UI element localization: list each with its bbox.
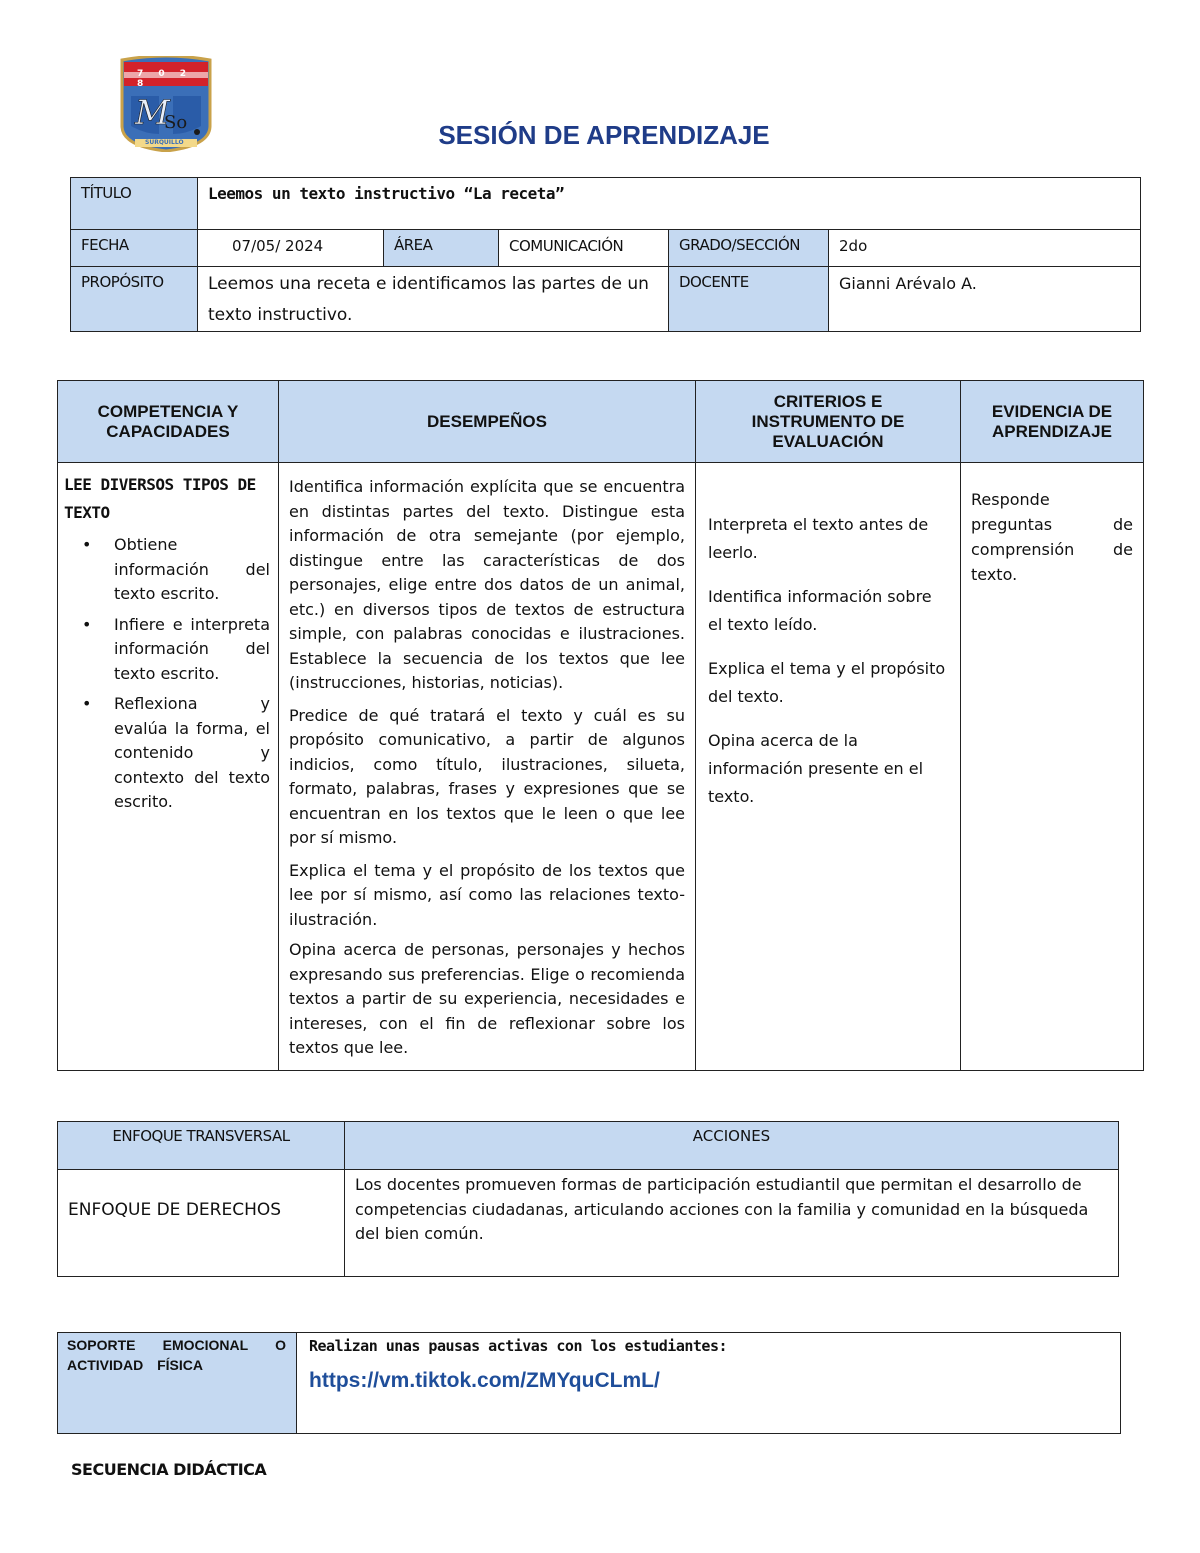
competencias-table xyxy=(57,380,1144,1071)
capacidad-text: Reflexiona y evalúa la forma, el contenido y contexto del texto escrito. xyxy=(114,694,270,811)
criterios-cell xyxy=(696,463,961,1071)
soporte-label: SOPORTE EMOCIONAL O ACTIVIDAD FÍSICA xyxy=(58,1333,297,1434)
criterio-text: Opina acerca de la información presente en el texto. xyxy=(708,731,924,806)
header-desempenos: DESEMPEÑOS xyxy=(279,381,696,463)
desempenos-cell xyxy=(279,463,696,1071)
desempeno-text: Opina acerca de personas, personajes y hechos expresando sus preferencias. Elige o recomienda textos a partir de su experiencia, necesidades e intereses, con el fin de reflexionar sobre los textos que lee. xyxy=(289,940,685,1057)
desempeno-text: Identifica información explícita que se encuentra en distintas partes del texto. Distingue esta información de otra semejante (por ejemplo, distingue entre las características de dos personajes, elige entre dos datos de un animal, etc.) en diversos tipos de textos de estructura simple, con palabras conocidas e ilustraciones. Establece la secuencia de los textos que lee (instrucciones, historias, noticias). xyxy=(289,477,685,692)
evidencia-cell xyxy=(961,463,1144,1071)
soporte-intro: Realizan unas pausas activas con los estudiantes: xyxy=(309,1337,728,1355)
criterio-text: Identifica información sobre el texto leído. xyxy=(708,587,932,634)
desempeno-text: Predice de qué tratará el texto y cuál es su propósito comunicativo, a partir de algunos indicios, como título, ilustraciones, silueta, formato, palabras, frases y expresiones que se encuentran en los textos que le leen o que lee por sí mismo. xyxy=(289,705,685,847)
tiktok-link[interactable]: https://vm.tiktok.com/ZMYquCLmL/ xyxy=(309,1369,660,1392)
fecha-label: FECHA xyxy=(71,230,198,267)
list-item: • Reflexiona y evalúa la forma, el contenido y contexto del texto escrito. xyxy=(82,694,270,811)
desempeno-text: Explica el tema y el propósito de los textos que lee por sí mismo, así como las relaciones texto-ilustración. xyxy=(289,860,685,929)
docente-label: DOCENTE xyxy=(669,267,829,332)
competencia-title: LEE DIVERSOS TIPOS DE TEXTO xyxy=(64,475,256,522)
soporte-content xyxy=(297,1333,1121,1434)
titulo-label: TÍTULO xyxy=(71,178,198,230)
school-logo xyxy=(119,56,213,152)
header-competencia: COMPETENCIA Y CAPACIDADES xyxy=(58,381,279,463)
enfoque-header-right: ACCIONES xyxy=(345,1122,1119,1170)
enfoque-header-left: ENFOQUE TRANSVERSAL xyxy=(58,1122,345,1170)
secuencia-heading: SECUENCIA DIDÁCTICA xyxy=(71,1460,267,1479)
proposito-value: Leemos una receta e identificamos las partes de un texto instructivo. xyxy=(198,267,669,332)
competencia-cell xyxy=(58,463,279,1071)
titulo-value xyxy=(198,178,1141,230)
proposito-label: PROPÓSITO xyxy=(71,267,198,332)
capacidad-text: Obtiene información del texto escrito. xyxy=(114,535,270,603)
titulo-text: Leemos un texto instructivo “La receta” xyxy=(208,184,565,203)
header-criterios: CRITERIOS E INSTRUMENTO DE EVALUACIÓN xyxy=(696,381,961,463)
enfoque-table xyxy=(57,1121,1119,1277)
logo-digits: 7 0 2 8 xyxy=(137,69,193,89)
page-title: SESIÓN DE APRENDIZAJE xyxy=(438,120,770,150)
grado-value: 2do xyxy=(829,230,1141,267)
area-value: COMUNICACIÓN xyxy=(499,230,669,267)
logo-subtitle: SURQUILLO xyxy=(145,139,184,146)
header-evidencia: EVIDENCIA DE APRENDIZAJE xyxy=(961,381,1144,463)
enfoque-name: ENFOQUE DE DERECHOS xyxy=(58,1170,345,1277)
session-info-table xyxy=(70,177,1141,332)
evidencia-text: Responde preguntas de comprensión de texto. xyxy=(971,490,1133,584)
capacidades-list xyxy=(58,533,270,815)
capacidad-text: Infiere e interpreta información del texto escrito. xyxy=(114,614,270,683)
svg-text:M: M xyxy=(135,93,170,133)
list-item: • Obtiene información del texto escrito. xyxy=(82,535,270,603)
grado-label: GRADO/SECCIÓN xyxy=(669,230,829,267)
criterio-text: Explica el tema y el propósito del texto. xyxy=(708,659,946,706)
docente-value: Gianni Arévalo A. xyxy=(829,267,1141,332)
area-label: ÁREA xyxy=(384,230,499,267)
list-item: • Infiere e interpreta información del texto escrito. xyxy=(82,614,270,683)
svg-text:So: So xyxy=(164,112,188,133)
fecha-value: 07/05/ 2024 xyxy=(198,230,384,267)
enfoque-acciones: Los docentes promueven formas de participación estudiantil que permitan el desarrollo de competencias ciudadanas, articulando acciones con la familia y comunidad en la búsqueda del bien común. xyxy=(345,1170,1119,1277)
criterio-text: Interpreta el texto antes de leerlo. xyxy=(708,515,929,562)
soporte-table xyxy=(57,1332,1121,1434)
